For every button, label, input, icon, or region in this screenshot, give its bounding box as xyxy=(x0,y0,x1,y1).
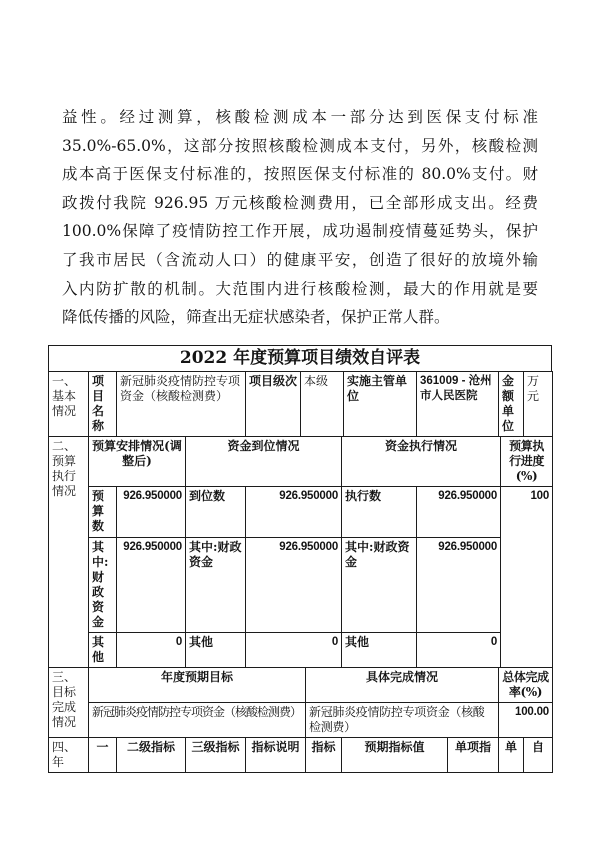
fiscal-funds-label: 其中:财政资金 xyxy=(89,538,117,633)
funds-executed-header: 资金执行情况 xyxy=(342,437,501,487)
implementing-unit-value: 361009 - 沧州市人民医院 xyxy=(417,372,499,437)
received-number-value: 926.950000 xyxy=(246,487,342,538)
other-funds-received-label: 其他 xyxy=(186,633,246,668)
budget-arrangement-header: 预算安排情况(调整后) xyxy=(89,437,186,487)
expected-goal-header: 年度预期目标 xyxy=(89,668,306,703)
intro-line-4: 政拨付我院 926.95 万元核酸检测费用，已全部形成支出。经费 xyxy=(62,193,538,212)
intro-line-3: 成本高于医保支付标准的，按照医保支付标准的 80.0%支付。财 xyxy=(62,165,538,184)
indicator-description-header: 指标说明 xyxy=(246,738,306,773)
budget-execution-section xyxy=(48,436,553,668)
budget-number-label: 预算数 xyxy=(89,487,117,538)
intro-line-1: 益性。经过测算，核酸检测成本一部分达到医保支付标准 xyxy=(62,108,538,126)
executed-number-value: 926.950000 xyxy=(417,487,501,538)
actual-completion-header: 具体完成情况 xyxy=(306,668,499,703)
intro-paragraph xyxy=(62,103,538,332)
implementing-unit-label: 实施主管单位 xyxy=(344,372,417,437)
progress-header: 预算执行进度(%) xyxy=(501,437,553,487)
project-name-value: 新冠肺炎疫情防控专项资金（核酸检测费） xyxy=(117,372,246,437)
fiscal-funds-executed-value: 926.950000 xyxy=(417,538,501,633)
intro-line-5: 100.0%保障了疫情防控工作开展，成功遏制疫情蔓延势头，保护 xyxy=(62,222,538,241)
intro-line-7: 入内防扩散的机制。大范围内进行核酸检测，最大的作用就是要 xyxy=(62,279,538,298)
intro-line-2: 35.0%-65.0%，这部分按照核酸检测成本支付，另外，核酸检测 xyxy=(62,136,538,155)
budget-execution-label: 二、预算执行情况 xyxy=(49,437,89,668)
level2-indicator-header: 二级指标 xyxy=(117,738,186,773)
fiscal-funds-received-value: 926.950000 xyxy=(246,538,342,633)
intro-line-8: 降低传播的风险，筛查出无症状感染者，保护正常人群。 xyxy=(62,308,450,327)
other-funds-budget-value: 0 xyxy=(117,633,186,668)
unit-header: 单 xyxy=(499,738,524,773)
goal-completion-section xyxy=(48,667,553,738)
amount-unit-value: 万元 xyxy=(524,372,553,437)
indicator-header: 指标 xyxy=(306,738,342,773)
progress-value: 100 xyxy=(501,487,553,668)
overall-rate-value: 100.00 xyxy=(499,703,553,738)
basic-info-section xyxy=(48,371,553,437)
other-funds-executed-value: 0 xyxy=(417,633,501,668)
fiscal-funds-budget-value: 926.950000 xyxy=(117,538,186,633)
fiscal-funds-received-label: 其中:财政资金 xyxy=(186,538,246,633)
project-level-label: 项目级次 xyxy=(246,372,301,437)
executed-number-label: 执行数 xyxy=(342,487,417,538)
table-row xyxy=(49,633,553,668)
other-funds-executed-label: 其他 xyxy=(342,633,417,668)
goal-completion-label: 三、目标完成情况 xyxy=(49,668,89,738)
project-name-label: 项目名称 xyxy=(89,372,117,437)
self-evaluation-table xyxy=(48,345,552,773)
overall-rate-header: 总体完成率(%) xyxy=(499,668,553,703)
level1-indicator-header: 一 xyxy=(89,738,117,773)
self-header: 自 xyxy=(524,738,553,773)
single-indicator-header: 单项指 xyxy=(448,738,499,773)
received-number-label: 到位数 xyxy=(186,487,246,538)
actual-completion-value: 新冠肺炎疫情防控专项资金（核酸检测费） xyxy=(306,703,499,738)
table-row xyxy=(49,538,553,633)
funds-received-header: 资金到位情况 xyxy=(186,437,342,487)
budget-number-value: 926.950000 xyxy=(117,487,186,538)
other-funds-label: 其他 xyxy=(89,633,117,668)
indicator-section-label: 四、年 xyxy=(49,738,89,773)
table-row xyxy=(49,703,553,738)
indicator-header-section xyxy=(48,737,553,773)
table-title: 2022 年度预算项目绩效自评表 xyxy=(48,345,552,372)
project-level-value: 本级 xyxy=(301,372,344,437)
expected-goal-value: 新冠肺炎疫情防控专项资金（核酸检测费） xyxy=(89,703,306,738)
expected-indicator-value-header: 预期指标值 xyxy=(342,738,448,773)
amount-unit-label: 金额单位 xyxy=(499,372,524,437)
table-row xyxy=(49,487,553,538)
level3-indicator-header: 三级指标 xyxy=(186,738,246,773)
other-funds-received-value: 0 xyxy=(246,633,342,668)
basic-info-label: 一、基本情况 xyxy=(49,372,89,437)
intro-line-6: 了我市居民（含流动人口）的健康平安，创造了很好的放境外输 xyxy=(62,250,538,269)
fiscal-funds-executed-label: 其中:财政资金 xyxy=(342,538,417,633)
